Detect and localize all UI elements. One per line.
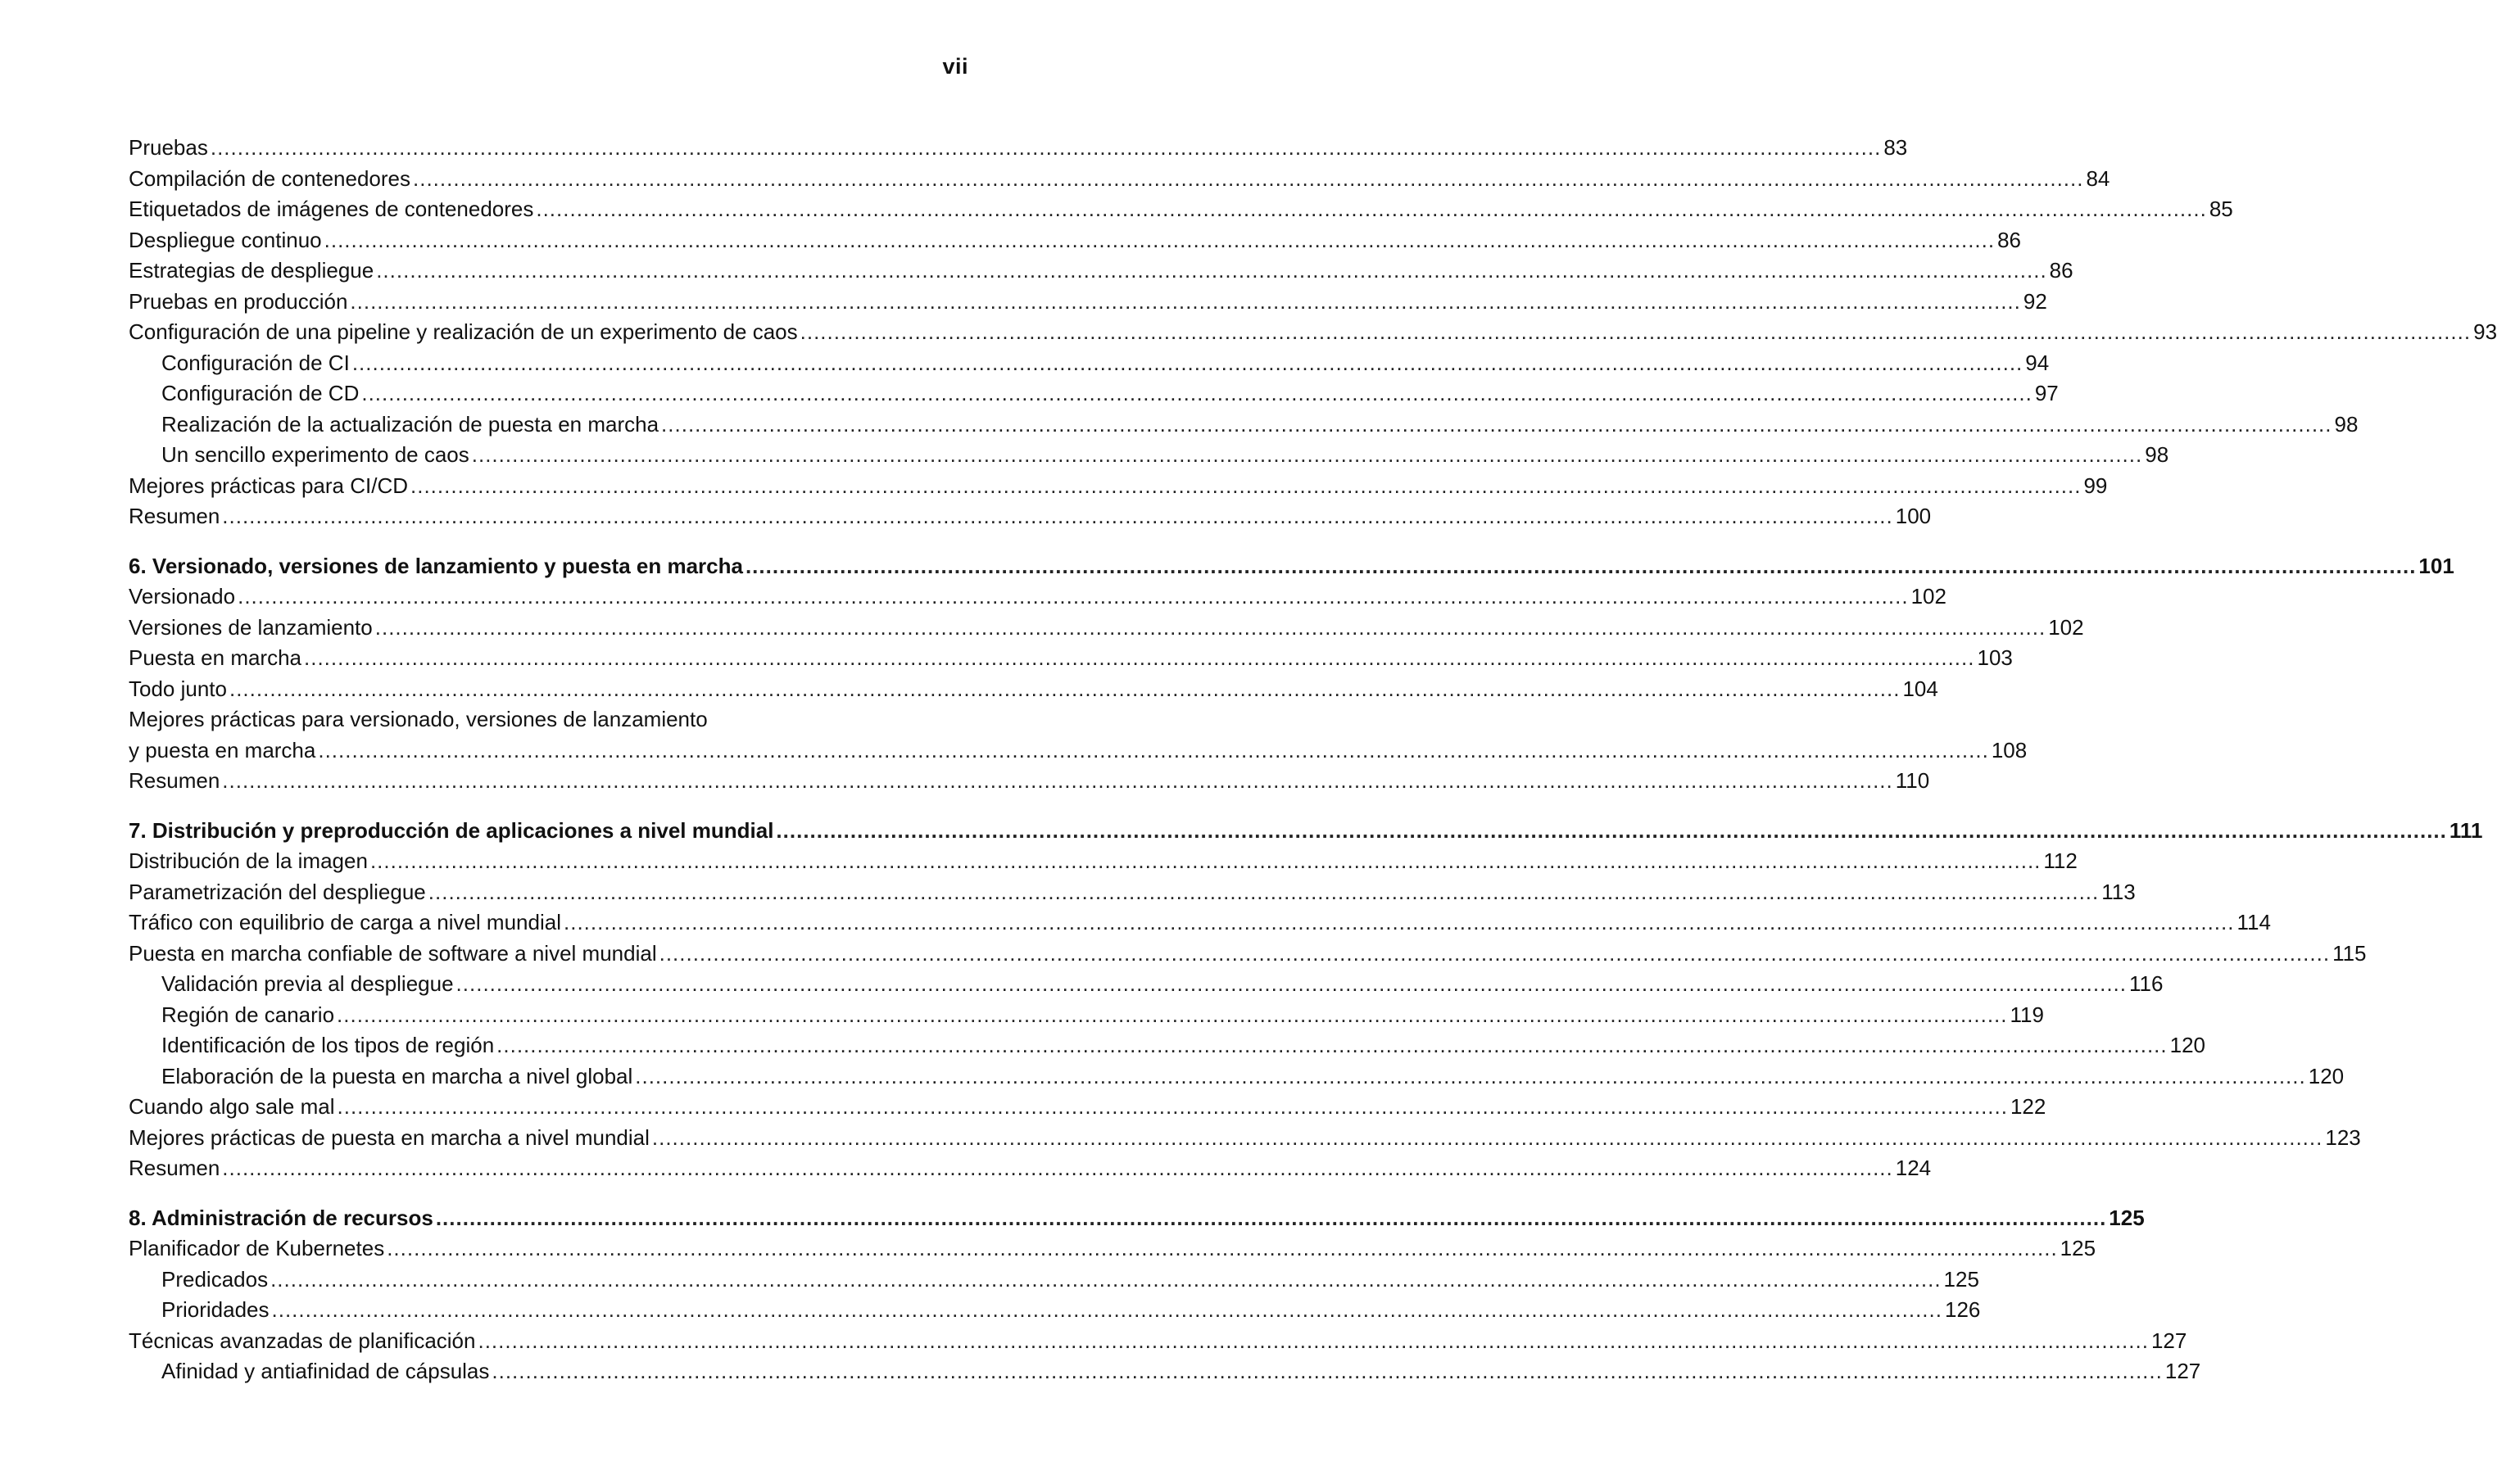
toc-entry[interactable]: [129, 1153, 1932, 1184]
dot-leader: [229, 674, 1900, 705]
dot-leader: [472, 440, 2142, 471]
toc-entry-title: Pruebas: [129, 135, 208, 160]
toc-entry[interactable]: [129, 1326, 2187, 1357]
toc-entry-title: Configuración de una pipeline y realización de un experimento de caos: [129, 319, 798, 344]
toc-entry-page: 112: [2043, 848, 2078, 873]
toc-entry[interactable]: [129, 317, 2497, 348]
toc-entry-page: 119: [2010, 1002, 2044, 1027]
toc-entry-page: 86: [2049, 258, 2073, 283]
dot-leader: [776, 816, 2446, 847]
toc-entry[interactable]: [129, 877, 2136, 908]
toc-entry-page: 86: [1997, 227, 2022, 252]
toc-entry[interactable]: [129, 766, 1930, 797]
toc-chapter-page: 111: [2449, 817, 2483, 843]
dot-leader: [337, 1000, 2007, 1031]
toc-entry-page: 115: [2332, 940, 2367, 966]
dot-leader: [410, 471, 2081, 502]
toc-entry-page: 116: [2129, 971, 2164, 996]
toc-entry-page: 98: [2145, 442, 2169, 467]
toc-subentry[interactable]: [129, 378, 2059, 409]
toc-entry[interactable]: [129, 907, 2271, 939]
toc-entry-title: Resumen: [129, 504, 220, 528]
toc-entry-page: 102: [2048, 614, 2084, 640]
toc-entry-title: Realización de la actualización de puesta en marcha: [161, 411, 659, 437]
toc-entry-page: 85: [2209, 197, 2233, 221]
toc-entry-title: Elaboración de la puesta en marcha a nivel global: [161, 1063, 633, 1088]
toc-entry-page: 99: [2083, 473, 2108, 498]
dot-leader: [635, 1061, 2305, 1093]
toc-entry-title: Puesta en marcha confiable de software a nivel mundial: [129, 940, 657, 966]
toc-entry[interactable]: [129, 643, 2013, 674]
toc-chapter-heading[interactable]: [129, 1203, 2145, 1234]
toc-entry-title: Versiones de lanzamiento: [129, 614, 373, 640]
table-of-contents: [129, 133, 2497, 1387]
toc-entry-page: 92: [2023, 288, 2047, 314]
dot-leader: [222, 1153, 1892, 1184]
dot-leader: [492, 1356, 2162, 1387]
dot-leader: [564, 907, 2234, 939]
toc-entry-title: Prioridades: [161, 1297, 270, 1322]
toc-entry[interactable]: [129, 674, 1938, 705]
toc-entry-page: 125: [2060, 1236, 2096, 1260]
toc-chapter-page: 125: [2109, 1205, 2145, 1230]
dot-leader: [272, 1295, 1942, 1326]
toc-section-ch8: [129, 1203, 2201, 1387]
toc-entry[interactable]: [129, 581, 1946, 613]
dot-leader: [800, 317, 2471, 348]
toc-chapter-page: 101: [2418, 553, 2454, 578]
toc-entry-page: 84: [2086, 165, 2110, 191]
toc-entry-page: 127: [2164, 1359, 2201, 1383]
toc-section-ch7: [129, 816, 2483, 1184]
toc-entry-title: Mejores prácticas de puesta en marcha a nivel mundial: [129, 1124, 650, 1150]
toc-entry[interactable]: [129, 939, 2367, 970]
toc-subentry[interactable]: [129, 1030, 2206, 1061]
toc-chapter-heading[interactable]: [129, 816, 2483, 847]
toc-entry-title: Etiquetados de imágenes de contenedores: [129, 197, 534, 221]
toc-section-ch6: [129, 551, 2454, 797]
toc-subentry[interactable]: [129, 1000, 2044, 1031]
dot-leader: [413, 164, 2083, 195]
toc-entry[interactable]: [129, 1092, 2046, 1123]
toc-entry[interactable]: [129, 1233, 2096, 1265]
toc-entry-title: Distribución de la imagen: [129, 848, 368, 873]
toc-entry-title: Validación previa al despliegue: [161, 971, 454, 996]
toc-entry[interactable]: [129, 704, 2028, 766]
toc-entry[interactable]: [129, 1123, 2361, 1154]
toc-entry-page: 102: [1910, 584, 1946, 609]
dot-leader: [456, 969, 2127, 1000]
toc-entry-page: 93: [2473, 319, 2497, 344]
dot-leader: [222, 501, 1892, 532]
toc-subentry[interactable]: [129, 1061, 2345, 1093]
toc-subentry[interactable]: [129, 409, 2359, 441]
toc-entry-page: 122: [2010, 1094, 2046, 1119]
toc-entry-title: Pruebas en producción: [129, 288, 348, 314]
dot-leader: [661, 409, 2332, 441]
dot-leader: [222, 766, 1892, 797]
toc-entry-page: 94: [2025, 350, 2050, 375]
toc-entry-title: Mejores prácticas para CI/CD: [129, 473, 408, 498]
dot-leader: [318, 735, 1988, 767]
toc-subentry[interactable]: [129, 348, 2050, 379]
dot-leader: [436, 1203, 2106, 1234]
toc-entry[interactable]: [129, 225, 2022, 256]
dot-leader: [428, 877, 2099, 908]
toc-entry-title: Todo junto: [129, 676, 227, 701]
toc-entry-title: Resumen: [129, 1156, 220, 1180]
toc-entry[interactable]: [129, 471, 2108, 502]
dot-leader: [324, 225, 1995, 256]
toc-entry[interactable]: [129, 846, 2078, 877]
toc-entry-page: 97: [2034, 381, 2059, 405]
dot-leader: [338, 1092, 2008, 1123]
dot-leader: [304, 643, 1974, 674]
toc-section-cont: [129, 133, 2497, 532]
toc-entry-title: Despliegue continuo: [129, 227, 322, 252]
toc-entry-page: 103: [1977, 645, 2013, 670]
toc-entry-title: Parametrización del despliegue: [129, 879, 426, 904]
toc-entry-title: Cuando algo sale mal: [129, 1094, 335, 1119]
dot-leader: [375, 613, 2046, 644]
toc-entry[interactable]: [129, 164, 2110, 195]
dot-leader: [238, 581, 1908, 613]
toc-entry-title: Identificación de los tipos de región: [161, 1033, 495, 1057]
toc-subentry[interactable]: [129, 1265, 1979, 1296]
page-number: vii: [942, 54, 968, 79]
toc-entry-title: Puesta en marcha: [129, 645, 302, 670]
dot-leader: [350, 287, 2020, 318]
toc-entry-page: 104: [1902, 676, 1938, 701]
toc-entry[interactable]: [129, 287, 2047, 318]
toc-entry-page: 125: [1943, 1266, 1979, 1292]
toc-subentry[interactable]: [129, 969, 2164, 1000]
toc-subentry[interactable]: [129, 440, 2169, 471]
dot-leader: [211, 133, 1881, 164]
toc-entry-title: Estrategias de despliegue: [129, 258, 374, 283]
toc-entry[interactable]: [129, 613, 2084, 644]
toc-entry-title: Configuración de CI: [161, 350, 350, 375]
toc-entry-title-line1: Mejores prácticas para versionado, versiones de lanzamiento: [129, 707, 708, 731]
dot-leader: [659, 939, 2330, 970]
toc-entry[interactable]: [129, 133, 1908, 164]
toc-entry-title: Versionado: [129, 584, 236, 609]
dot-leader: [361, 378, 2032, 409]
dot-leader: [745, 551, 2416, 582]
dot-leader: [352, 348, 2023, 379]
toc-entry-page: 113: [2101, 879, 2136, 904]
toc-entry-page: 126: [1944, 1297, 1981, 1322]
dot-leader: [496, 1030, 2167, 1061]
toc-entry-page: 123: [2325, 1124, 2361, 1150]
toc-entry-page: 108: [1991, 737, 2028, 762]
toc-entry-page: 100: [1895, 504, 1932, 528]
dot-leader: [478, 1326, 2148, 1357]
toc-entry-page: 114: [2236, 910, 2271, 934]
toc-entry-title: y puesta en marcha: [129, 737, 316, 762]
toc-entry-page: 124: [1895, 1156, 1932, 1180]
toc-entry-title: Afinidad y antiafinidad de cápsulas: [161, 1359, 490, 1383]
toc-entry[interactable]: [129, 194, 2233, 225]
toc-entry-page: 127: [2150, 1328, 2187, 1353]
dot-leader: [376, 256, 2046, 287]
toc-entry[interactable]: [129, 501, 1932, 532]
dot-leader: [370, 846, 2041, 877]
dot-leader: [536, 194, 2206, 225]
dot-leader: [270, 1265, 1941, 1296]
toc-entry-page: 120: [2308, 1063, 2345, 1088]
dot-leader: [387, 1233, 2057, 1265]
toc-subentry[interactable]: [129, 1295, 1981, 1326]
toc-entry-page: 110: [1895, 768, 1930, 793]
toc-entry-page: 120: [2169, 1033, 2206, 1057]
toc-entry-title: Un sencillo experimento de caos: [161, 442, 469, 467]
toc-entry-title: Configuración de CD: [161, 381, 360, 405]
toc-chapter-title: 7. Distribución y preproducción de aplicaciones a nivel mundial: [129, 817, 774, 843]
toc-entry-title: Resumen: [129, 768, 220, 793]
toc-entry-title: Técnicas avanzadas de planificación: [129, 1328, 476, 1353]
toc-entry-title: Región de canario: [161, 1002, 335, 1027]
toc-entry-title: Predicados: [161, 1266, 269, 1292]
toc-entry-title: Planificador de Kubernetes: [129, 1236, 385, 1260]
toc-entry-page: 98: [2334, 411, 2359, 437]
toc-entry-page: 83: [1883, 135, 1908, 160]
dot-leader: [652, 1123, 2323, 1154]
toc-entry[interactable]: [129, 256, 2073, 287]
toc-subentry[interactable]: [129, 1356, 2201, 1387]
toc-chapter-heading[interactable]: [129, 551, 2454, 582]
toc-entry-title: Tráfico con equilibrio de carga a nivel mundial: [129, 910, 561, 934]
toc-entry-title: Compilación de contenedores: [129, 165, 410, 191]
toc-chapter-title: 8. Administración de recursos: [129, 1205, 433, 1230]
toc-chapter-title: 6. Versionado, versiones de lanzamiento y puesta en marcha: [129, 553, 743, 578]
